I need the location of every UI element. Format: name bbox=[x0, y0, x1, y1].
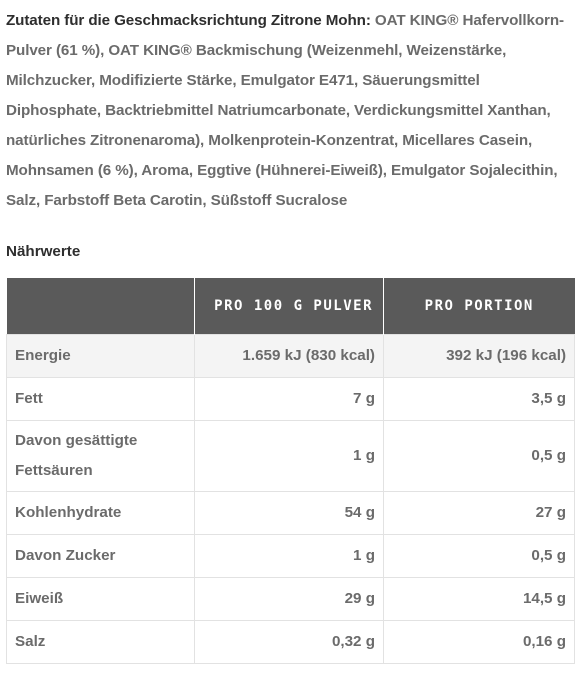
nutrient-name: Salz bbox=[7, 621, 195, 664]
ingredients-lead: Zutaten für die Geschmacksrichtung Zitrone Mohn: bbox=[6, 12, 371, 29]
nutrient-name: Davon Zucker bbox=[7, 535, 195, 578]
value-per-portion: 392 kJ (196 kcal) bbox=[384, 335, 575, 378]
nutrition-table bbox=[6, 278, 575, 664]
table-row bbox=[7, 421, 575, 492]
value-per-portion: 14,5 g bbox=[384, 578, 575, 621]
value-per-100g: 1 g bbox=[195, 421, 384, 492]
value-per-portion: 27 g bbox=[384, 492, 575, 535]
ingredients-paragraph bbox=[6, 6, 574, 216]
value-per-portion: 3,5 g bbox=[384, 378, 575, 421]
nutrition-title: Nährwerte bbox=[6, 243, 81, 260]
nutrition-header-row bbox=[7, 278, 575, 335]
table-row bbox=[7, 535, 575, 578]
table-row bbox=[7, 621, 575, 664]
value-per-100g: 54 g bbox=[195, 492, 384, 535]
ingredients-text: OAT KING® Hafervollkorn-Pulver (61 %), OAT KING® Backmischung (Weizenmehl, Weizenstärke, Milchzucker, Modifizierte Stärke, Emulgator E471, Säuerungsmittel Diphosphate, Backtriebmittel Natriumcarbonate, Verdickungsmittel Xanthan, natürliches Zitronenaroma), Molkenprotein-Konzentrat, Micellares Casein, Mohnsamen (6 %), Aroma, Eggtive (Hühnerei-Eiweiß), Emulgator Sojalecithin, Salz, Farbstoff Beta Carotin, Süßstoff Sucralose bbox=[6, 12, 565, 209]
value-per-100g: 1 g bbox=[195, 535, 384, 578]
table-row bbox=[7, 378, 575, 421]
header-per-100g: PRO 100 G PULVER bbox=[195, 278, 384, 335]
nutrient-name: Kohlenhydrate bbox=[7, 492, 195, 535]
nutrient-name: Eiweiß bbox=[7, 578, 195, 621]
nutrient-name: Energie bbox=[7, 335, 195, 378]
value-per-portion: 0,5 g bbox=[384, 421, 575, 492]
table-row bbox=[7, 335, 575, 378]
header-nutrient bbox=[7, 278, 195, 335]
nutrient-name: Fett bbox=[7, 378, 195, 421]
value-per-100g: 29 g bbox=[195, 578, 384, 621]
value-per-100g: 7 g bbox=[195, 378, 384, 421]
value-per-100g: 0,32 g bbox=[195, 621, 384, 664]
value-per-portion: 0,16 g bbox=[384, 621, 575, 664]
header-per-portion: PRO PORTION bbox=[384, 278, 575, 335]
value-per-portion: 0,5 g bbox=[384, 535, 575, 578]
nutrient-name: Davon gesättigte Fettsäuren bbox=[7, 421, 195, 492]
table-row bbox=[7, 578, 575, 621]
table-row bbox=[7, 492, 575, 535]
value-per-100g: 1.659 kJ (830 kcal) bbox=[195, 335, 384, 378]
